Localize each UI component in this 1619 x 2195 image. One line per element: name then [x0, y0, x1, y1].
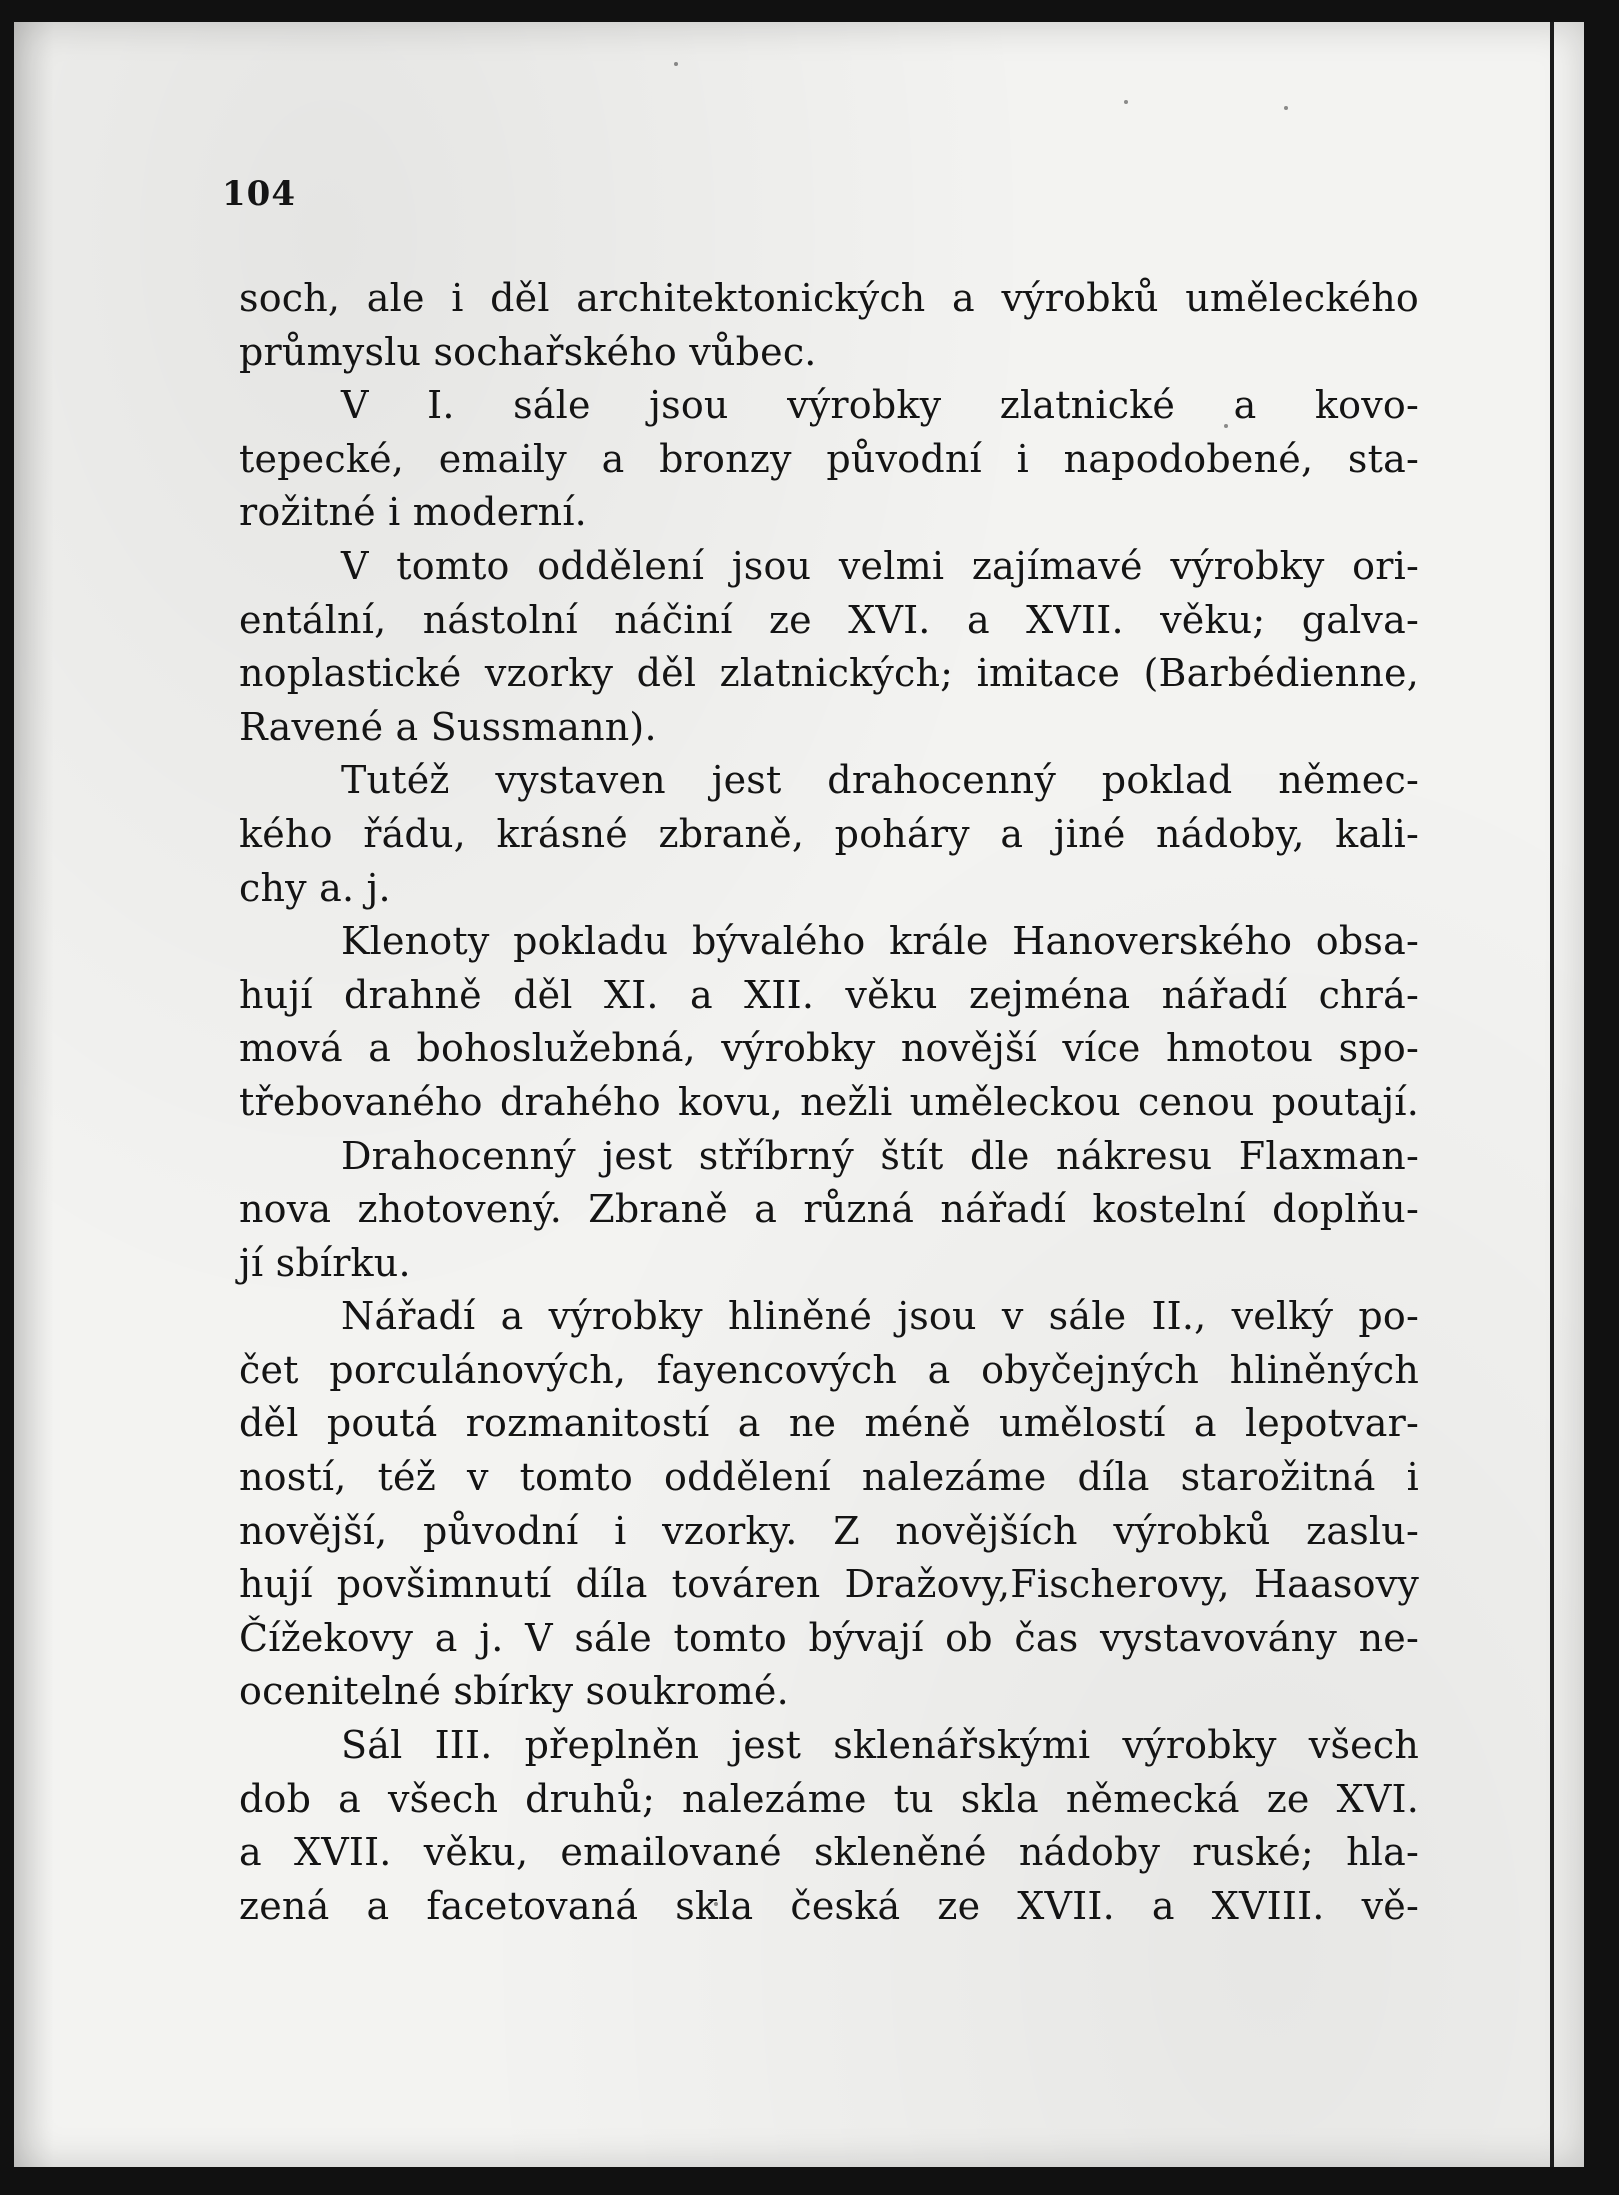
- text-line: Klenoty pokladu bývalého krále Hanoverského obsa-: [341, 919, 1419, 964]
- text-line: hují drahně děl XI. a XII. věku zejména nářadí chrá-: [239, 972, 1419, 1017]
- page-edge-shadow: [1550, 22, 1554, 2167]
- text-line: Ravené a Sussmann).: [239, 704, 657, 749]
- text-line: soch, ale i děl architektonických a výrobků uměleckého: [239, 276, 1419, 320]
- book-page: [14, 22, 1584, 2167]
- text-line: průmyslu sochařského vůbec.: [239, 329, 817, 374]
- text-line: děl poutá rozmanitostí a ne méně umělostí a lepotvar-: [239, 1401, 1419, 1446]
- text-line: ocenitelné sbírky soukromé.: [239, 1669, 789, 1714]
- text-line: noplastické vzorky děl zlatnických; imitace (Barbédienne,: [239, 651, 1419, 696]
- text-line: a XVII. věku, emailované skleněné nádoby ruské; hla-: [239, 1830, 1419, 1875]
- text-line: rožitné i moderní.: [239, 490, 587, 535]
- text-line: ností, též v tomto oddělení nalezáme díla starožitná i: [239, 1455, 1419, 1500]
- text-line: jí sbírku.: [239, 1240, 411, 1285]
- body-text: [239, 272, 1419, 1933]
- text-line: hují povšimnutí díla továren Dražovy,Fischerovy, Haasovy: [239, 1562, 1419, 1607]
- text-line: nova zhotovený. Zbraně a různá nářadí kostelní doplňu-: [239, 1187, 1419, 1232]
- print-speck: [1284, 106, 1288, 110]
- text-line: dob a všech druhů; nalezáme tu skla německá ze XVI.: [239, 1776, 1419, 1821]
- text-line: mová a bohoslužebná, výrobky novější více hmotou spo-: [239, 1026, 1419, 1071]
- text-line: Čížekovy a j. V sále tomto bývají ob čas vystavovány ne-: [239, 1615, 1419, 1660]
- text-line: zená a facetovaná skla česká ze XVII. a XVIII. vě-: [239, 1883, 1419, 1928]
- text-line: Drahocenný jest stříbrný štít dle nákresu Flaxman-: [341, 1133, 1419, 1178]
- text-line: tepecké, emaily a bronzy původní i napodobené, sta-: [239, 436, 1419, 481]
- print-speck: [674, 62, 678, 66]
- page-number: 104: [222, 174, 296, 214]
- text-line: V tomto oddělení jsou velmi zajímavé výrobky ori-: [341, 543, 1419, 588]
- text-line: Tutéž vystaven jest drahocenný poklad němec-: [341, 758, 1419, 803]
- text-line: třebovaného drahého kovu, nežli uměleckou cenou poutají.: [239, 1079, 1419, 1124]
- text-line: kého řádu, krásné zbraně, poháry a jiné nádoby, kali-: [239, 811, 1419, 856]
- text-line: Nářadí a výrobky hliněné jsou v sále II., velký po-: [341, 1294, 1419, 1339]
- text-line: čet porculánových, fayencových a obyčejných hliněných: [239, 1347, 1419, 1392]
- print-speck: [1124, 100, 1128, 104]
- text-line: Sál III. přeplněn jest sklenářskými výrobky všech: [341, 1723, 1419, 1768]
- text-line: novější, původní i vzorky. Z novějších výrobků zaslu-: [239, 1508, 1419, 1553]
- text-line: V I. sále jsou výrobky zlatnické a kovo-: [341, 383, 1419, 428]
- text-line: chy a. j.: [239, 865, 391, 910]
- text-line: entální, nástolní náčiní ze XVI. a XVII. věku; galva-: [239, 597, 1419, 642]
